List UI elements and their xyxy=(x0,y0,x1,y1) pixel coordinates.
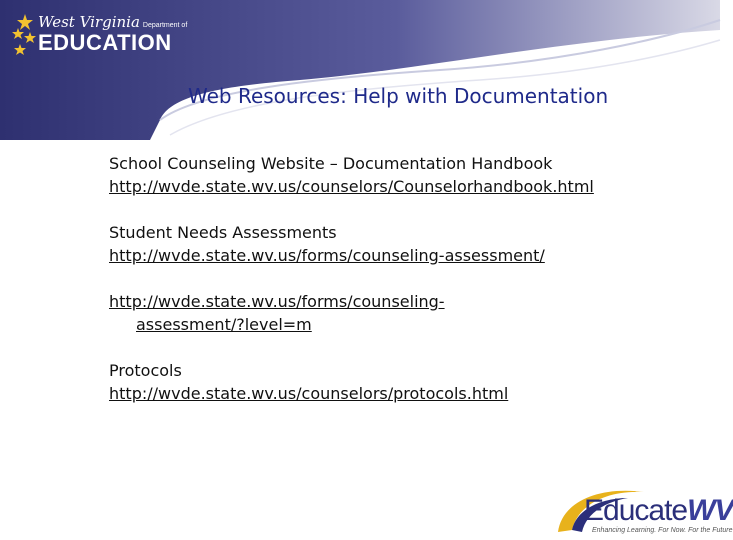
logo-state-name: West Virginia Department of xyxy=(38,13,188,31)
resource-link-part1[interactable]: http://wvde.state.wv.us/forms/counseling- xyxy=(109,292,445,311)
resource-link[interactable]: http://wvde.state.wv.us/counselors/protocols.html xyxy=(109,384,509,403)
resource-link-part2[interactable]: assessment/?level=m xyxy=(136,315,312,334)
stars-icon xyxy=(12,14,38,60)
wvde-logo xyxy=(6,6,188,62)
resource-list xyxy=(109,152,594,428)
resource-label: Student Needs Assessments xyxy=(109,223,337,242)
educatewv-tagline: Enhancing Learning. For Now. For the Future xyxy=(592,527,733,534)
logo-dept-text: Department of xyxy=(142,22,188,29)
resource-item xyxy=(109,290,594,336)
slide-title: Web Resources: Help with Documentation xyxy=(188,84,609,108)
resource-item xyxy=(109,152,594,198)
logo-education-text: EDUCATION xyxy=(38,30,172,55)
resource-item xyxy=(109,359,594,405)
educatewv-name-b: WV xyxy=(687,494,733,527)
educatewv-wordmark xyxy=(584,494,733,528)
resource-label: Protocols xyxy=(109,361,182,380)
resource-link[interactable]: http://wvde.state.wv.us/counselors/Counselorhandbook.html xyxy=(109,177,594,196)
resource-label: School Counseling Website – Documentation Handbook xyxy=(109,154,553,173)
resource-link[interactable]: http://wvde.state.wv.us/forms/counseling-assessment/ xyxy=(109,246,545,265)
educatewv-name-a: Educate xyxy=(584,494,688,527)
resource-item xyxy=(109,221,594,267)
